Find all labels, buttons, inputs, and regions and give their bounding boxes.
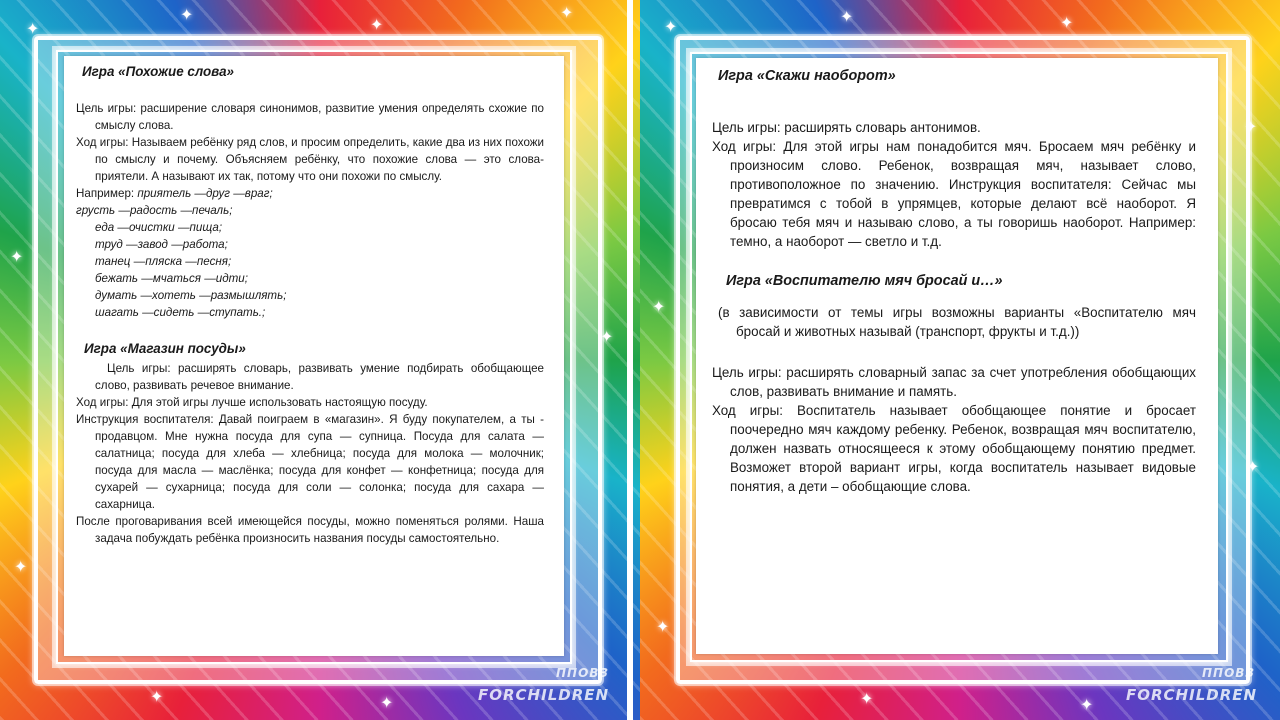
- example-label: Например:: [76, 187, 138, 200]
- sparkle-icon: ✦: [1080, 697, 1094, 714]
- example-line: еда —очистки —пища;: [95, 221, 223, 234]
- game-goal: Цель игры: расширение словаря синонимов, развитие умения определять схожие по смыслу слова.: [76, 102, 544, 132]
- text-panel: [696, 58, 1218, 654]
- text-panel: [64, 56, 564, 656]
- game-procedure: Ход игры: Называем ребёнку ряд слов, и просим определить, какие два из них похожи по смыслу и почему. Объясняем ребёнку, что похожие слова — это слова-приятели. А называют их так, потому что они похожи по смыслу.: [76, 136, 544, 183]
- game-title-say-opposite: Игра «Скажи наоборот»: [718, 68, 896, 84]
- example-line: бежать —мчаться —идти;: [95, 272, 248, 285]
- game-procedure: Ход игры: Для этой игры лучше использовать настоящую посуду.: [76, 396, 428, 409]
- right-page: [640, 0, 1280, 720]
- game-procedure: Ход игры: Для этой игры нам понадобится мяч. Бросаем мяч ребёнку и произносим слово. Ребенок, возвращая мяч, называет слово, противоположное по значению. Инструкция воспитателя: Сейчас мы превратимся с тобой в упрямцев, которые делают всё наоборот. Я бросаю тебя мяч и называю слово, а ты говоришь наоборот. Например: темно, а наоборот — светло и т.д.: [712, 139, 1196, 249]
- watermark: FORCHILDREN: [478, 686, 610, 704]
- game-goal: Цель игры: расширять словарь, развивать умение подбирать обобщающее слово, развивать речевое внимание.: [95, 362, 544, 392]
- sparkle-icon: ✦: [370, 17, 384, 34]
- teacher-instruction: Инструкция воспитателя: Давай поиграем в «магазин». Я буду покупателем, а ты - продавцом. Мне нужна посуда для супа — супница. Посуда для салата — салатница; посуда для хлеба — хлебница; посуда для молока — молочник; посуда для масла — маслёнка; посуда для конфет — конфетница; посуда для сухарей — сухарница; посуда для соли — солонка; посуда для сахара — сахарница.: [76, 413, 544, 511]
- sparkle-icon: ✦: [180, 7, 194, 24]
- example-line: шагать —сидеть —ступать.;: [95, 306, 266, 319]
- game-title-similar-words: Игра «Похожие слова»: [82, 64, 234, 79]
- sparkle-icon: ✦: [1244, 119, 1258, 136]
- game-conclusion: После проговаривания всей имеющейся посуды, можно поменяться ролями. Наша задача побуждать ребёнка произносить названия посуды самостоятельно.: [76, 515, 544, 545]
- sparkle-icon: ✦: [150, 689, 164, 706]
- example-line: танец —пляска —песня;: [95, 255, 232, 268]
- example-line: приятель —друг —враг;: [137, 187, 273, 200]
- game-procedure: Ход игры: Воспитатель называет обобщающее понятие и бросает поочередно мяч каждому ребенку. Ребенок, возвращая мяч воспитателю, должен назвать относящееся к этому обобщающему понятию предмет. Возможет второй вариант игры, когда воспитатель называет видовые понятия, а дети – обобщающие слова.: [712, 403, 1196, 494]
- sparkle-icon: ✦: [656, 619, 670, 636]
- example-line: думать —хотеть —размышлять;: [95, 289, 287, 302]
- sparkle-icon: ✦: [860, 691, 874, 708]
- watermark: FORCHILDREN: [1126, 686, 1258, 704]
- example-line: грусть —радость —печаль;: [76, 204, 233, 217]
- sparkle-icon: ✦: [1246, 459, 1260, 476]
- sparkle-icon: ✦: [652, 299, 666, 316]
- watermark-corner: ППОВЗ: [556, 666, 609, 680]
- page-divider: [627, 0, 633, 720]
- game-goal: Цель игры: расширять словарный запас за счет употребления обобщающих слов, развивать внимание и память.: [712, 365, 1196, 399]
- sparkle-icon: ✦: [380, 695, 394, 712]
- game-goal: Цель игры: расширять словарь антонимов.: [712, 120, 981, 135]
- game-title-ball-throw: Игра «Воспитателю мяч бросай и…»: [726, 273, 1003, 289]
- examples-block: [76, 185, 544, 202]
- sparkle-icon: ✦: [14, 559, 28, 576]
- game-note: (в зависимости от темы игры возможны варианты «Воспитателю мяч бросай и животных называй (транспорт, фрукты и т.д.)): [718, 305, 1196, 339]
- sparkle-icon: ✦: [560, 5, 574, 22]
- game-title-dish-shop: Игра «Магазин посуды»: [84, 341, 246, 356]
- sparkle-icon: ✦: [600, 329, 614, 346]
- sparkle-icon: ✦: [10, 249, 24, 266]
- example-line: труд —завод —работа;: [95, 238, 228, 251]
- sparkle-icon: ✦: [664, 19, 678, 36]
- sparkle-icon: ✦: [840, 9, 854, 26]
- sparkle-icon: ✦: [26, 21, 40, 38]
- sparkle-icon: ✦: [1060, 15, 1074, 32]
- watermark-corner: ППОВЗ: [1202, 666, 1255, 680]
